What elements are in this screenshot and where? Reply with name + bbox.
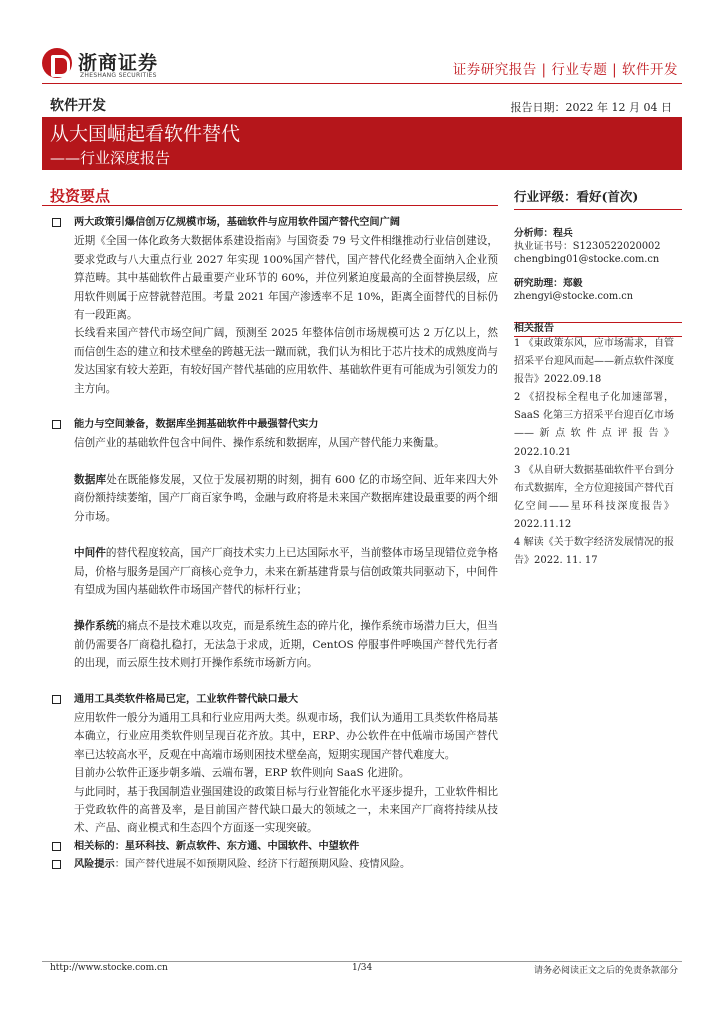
paragraph-text: 的痛点不是技术难以攻克，而是系统生态的碎片化，操作系统市场潜力巨大，但当前仍需要各厂商稳扎稳打，无法急于求成，近期，CentOS 停服事件呼唤国产替代先行者的出现，而云原生技术则打开操作系统市场新方向。 — [74, 620, 499, 670]
checkbox-bullet-icon — [52, 218, 61, 227]
paragraph-text: 的替代程度较高，国产厂商技术实力上已达国际水平，当前整体市场呈现错位竞争格局，价格与服务是国产厂商核心竞争力，未来在新基建背景与信创政策共同驱动下，中间件有望成为国内基础软件市场国产替代的标杆行业； — [74, 547, 499, 596]
assistant-email[interactable]: zhengyi@stocke.com.cn — [514, 291, 634, 302]
report-date: 报告日期：2022 年 12 月 04 日 — [510, 101, 672, 114]
paragraph: 长线看来国产替代市场空间广阔，预测至 2025 年整体信创市场规模可达 2 万亿以上，然而信创生态的建立和技术壁垒的跨越无法一蹴而就，我们认为相比于芯片技术的成熟度尚与发达国家有较大差距，有较好国产替代基础的应用软件、基础软件更有可能成为引领发力的主方向。 — [74, 327, 498, 395]
paragraph: 信创产业的基础软件包含中间件、操作系统和数据库，从国产替代能力来衡量。 — [74, 437, 445, 450]
risk-lead: 风险提示 — [74, 859, 115, 871]
related-report-item[interactable]: 2 《招投标全程电子化加速部署，SaaS 化第三方招采平台迎百亿市场——新点软件点评报告》2022.10.21 — [514, 392, 674, 458]
checkbox-bullet-icon — [52, 860, 61, 869]
paragraph-os — [50, 617, 498, 672]
paragraph: 应用软件一般分为通用工具和行业应用两大类。纵观市场，我们认为通用工具类软件格局基本确立，行业应用类软件则呈现百花齐放。其中，ERP、办公软件在中低端市场国产替代率已达较高水平，反观在中高端市场则困技术壁垒高，短期实现国产替代难度大。 — [74, 711, 498, 761]
paragraph-database — [50, 471, 498, 526]
report-type-breadcrumb: 证券研究报告 | 行业专题 | 软件开发 — [452, 62, 678, 78]
title-banner — [42, 117, 682, 170]
risk-text: ：国产替代进展不如预期风险、经济下行超预期风险、疫情风险。 — [114, 859, 411, 871]
logo-mark-icon — [42, 48, 72, 78]
bullet-policy — [50, 214, 498, 232]
bullet-title: 相关标的：星环科技、新点软件、东方通、中国软件、中望软件 — [74, 840, 360, 852]
analyst-cert: 执业证书号：S1230522020002 — [514, 241, 661, 252]
footer-url[interactable]: http://www.stocke.com.cn — [50, 963, 168, 973]
analyst-email[interactable]: chengbing01@stocke.com.cn — [514, 254, 660, 265]
paragraph-text: 处在既能修发展，又位于发展初期的时刻，拥有 600 亿的市场空间、近年来四大外商份额持续萎缩，国产厂商百家争鸣，金融与政府将是未来国产数据库建设最重要的两个细分市场。 — [74, 473, 499, 523]
industry-category: 软件开发 — [50, 98, 106, 114]
section-title: 投资要点 — [50, 187, 111, 205]
bullet-database — [50, 416, 498, 434]
assistant-name: 研究助理：郑毅 — [514, 278, 583, 289]
related-reports-list — [514, 335, 674, 570]
logo-name-en: ZHESHANG SECURITIES — [80, 72, 157, 79]
bullet-title: 通用工具类软件格局已定，工业软件替代缺口最大 — [74, 693, 299, 705]
report-title: 从大国崛起看软件替代 — [50, 123, 241, 145]
paragraph: 目前办公软件正逐步朝多端、云端布署，ERP 软件则向 SaaS 化进阶。 — [74, 767, 410, 780]
related-reports-title: 相关报告 — [514, 323, 554, 334]
paragraph: 近期《全国一体化政务大数据体系建设指南》与国资委 79 号文件相继推动行业信创建设，要求党政与八大重点行业 2027 年实现 100%国产替代，国产替代化经费全面纳入企业预算范畴。其中基础软件占最重要产业环节的 60%，并位列紧迫度最高的全面替换层级，应用软件则属于应替就替范围。考量 2021 年国产渗透率不足 10%，距离全面替代的目标仍有一段距离。 — [74, 235, 498, 322]
bullet-title: 能力与空间兼备，数据库坐拥基础软件中最强替代实力 — [74, 419, 319, 431]
bullet-related-stocks — [50, 838, 498, 856]
paragraph-lead: 操作系统 — [74, 620, 117, 633]
paragraph: 与此同时，基于我国制造业强国建设的政策目标与行业智能化水平逐步提升，工业软件相比于党政软件的高普及率，是目前国产替代缺口最大的领域之一，未来国产厂商将持续从技术、产品、商业模式和生态四个方面逐一实现突破。 — [74, 785, 498, 835]
paragraph-lead: 数据库 — [74, 473, 107, 486]
paragraph-middleware — [50, 544, 498, 599]
header-divider — [42, 83, 682, 84]
analyst-name: 分析师：程兵 — [514, 228, 573, 239]
bullet-applications — [50, 691, 498, 709]
logo-name-cn: 浙商证券 — [78, 52, 159, 74]
sidebar-divider — [514, 209, 682, 210]
report-subtitle: ——行业深度报告 — [50, 149, 171, 167]
investment-highlights — [50, 212, 498, 875]
footer-disclaimer: 请务必阅读正文之后的免责条款部分 — [533, 966, 678, 976]
section-divider — [42, 205, 498, 206]
industry-rating: 行业评级：看好(首次) — [514, 189, 639, 204]
related-report-item[interactable]: 4 解读《关于数字经济发展情况的报告》2022. 11. 17 — [514, 537, 674, 567]
checkbox-bullet-icon — [52, 420, 61, 429]
checkbox-bullet-icon — [52, 695, 61, 704]
footer-divider — [42, 961, 682, 962]
paragraph-lead: 中间件 — [74, 547, 106, 560]
bullet-title: 两大政策引爆信创万亿规模市场，基础软件与应用软件国产替代空间广阔 — [74, 217, 400, 228]
checkbox-bullet-icon — [52, 842, 61, 851]
related-report-item[interactable]: 3 《从自研大数据基础软件平台到分布式数据库，全方位迎接国产替代百亿空间——星环科技深度报告》2022.11.12 — [514, 464, 674, 530]
bullet-risk — [50, 856, 498, 874]
page-number: 1/34 — [352, 963, 373, 973]
related-report-item[interactable]: 1 《東政策东风，应市场需求，自管招采平台迎风而起——新点软件深度报告》2022.09.18 — [514, 338, 674, 386]
